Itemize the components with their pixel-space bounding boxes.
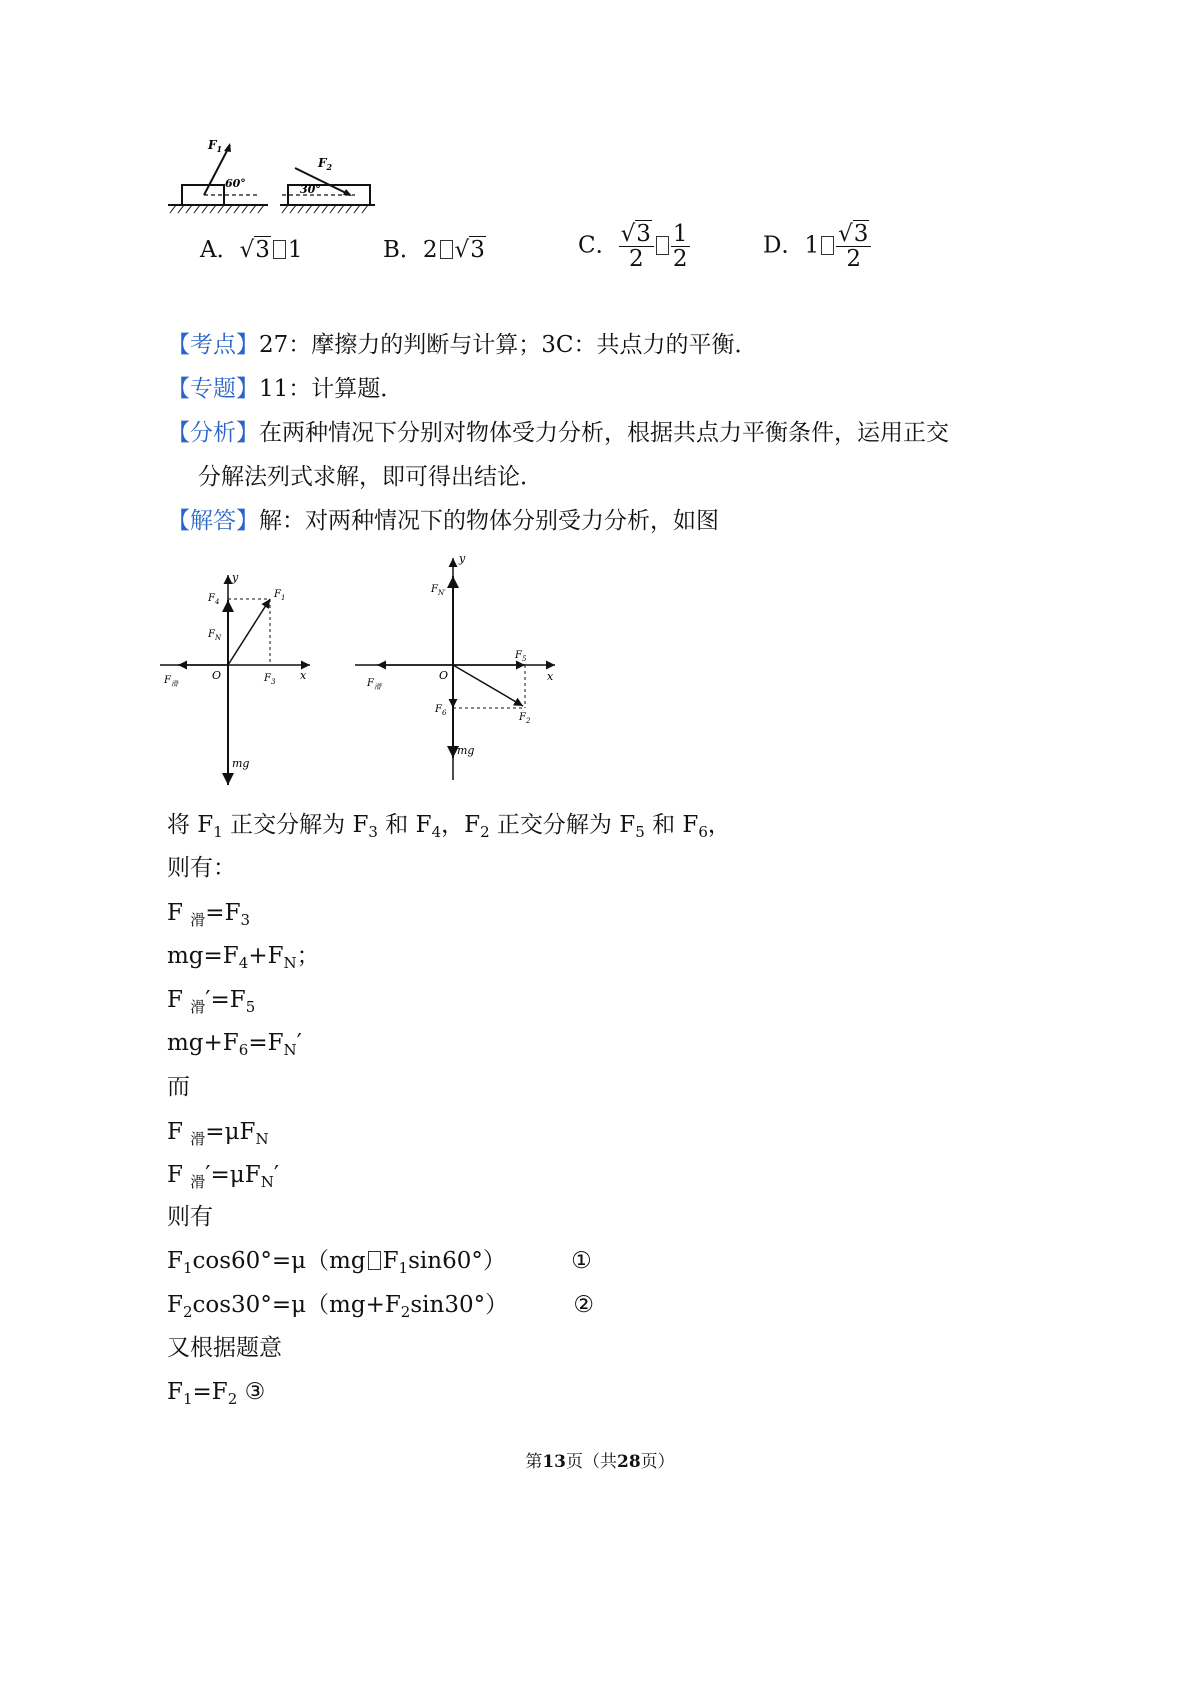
eq-2: $mg=F_4+F_N$； <box>167 943 320 972</box>
eq-circle-2: $F_2\cos 30^\circ=\mu(mg+F_2\sin 30^\circ)$ ② <box>167 1292 595 1321</box>
d2-o: O <box>439 669 449 682</box>
eq-5: F $_滑=\mu F_N$ <box>167 1119 269 1148</box>
page-footer: 第13页（共28页） <box>525 1452 675 1472</box>
d1-mg: mg <box>232 757 250 770</box>
option-a: A．√3 1 <box>200 237 303 263</box>
missing-glyph-box <box>368 1251 381 1270</box>
jieda-line: 【解答】解：对两种情况下的物体分别受力分析，如图 <box>167 508 719 534</box>
zhuanti-line: 【专题】11：计算题． <box>167 376 404 402</box>
eq-6: F $_滑'=\mu F_N'$ <box>167 1162 280 1191</box>
kaodian-tag: 【考点】 <box>167 332 259 358</box>
sqrt-symbol: √3 <box>454 237 485 263</box>
eq-circle-3: $F_1=F_2$ ③ <box>167 1379 266 1408</box>
d2-y: y <box>459 552 466 565</box>
missing-glyph-box <box>821 236 834 255</box>
d2-f2: $F_2$ <box>519 712 531 725</box>
line-zeyou: 则有： <box>167 855 236 881</box>
option-d: D．1 $\frac{√3}{2}$ <box>763 222 871 271</box>
angle-30: 30° <box>300 183 321 196</box>
d1-y: y <box>232 571 239 584</box>
eq-4: $mg+F_6=F_N'$ <box>167 1030 302 1059</box>
d2-fhua: $F_{滑'}$ <box>367 678 383 691</box>
d2-fn: $F_{N'}$ <box>431 584 446 597</box>
d1-o: O <box>212 669 222 682</box>
fenxi-tag: 【分析】 <box>167 420 259 446</box>
eq-1: F $_滑=F_3$ <box>167 900 251 929</box>
line-youjuju: 又根据题意 <box>167 1335 282 1361</box>
f2-label: $F_2$ <box>318 156 333 172</box>
d1-x: x <box>300 669 307 682</box>
d2-mg: mg <box>457 744 475 757</box>
missing-glyph-box <box>273 240 286 259</box>
eq-circle-1: $F_1\cos 60^\circ=\mu(mg$ $F_1\sin 60^\circ$） ① <box>167 1248 592 1277</box>
jieda-tag: 【解答】 <box>167 508 259 534</box>
missing-glyph-box <box>440 240 453 259</box>
angle-60: 60° <box>225 177 246 190</box>
missing-glyph-box <box>656 236 669 255</box>
option-c: C． $\frac{√3}{2}$ $\frac{1}{2}$ <box>578 221 688 272</box>
page-number: 13 <box>542 1452 566 1472</box>
sqrt-symbol: √3 <box>239 237 270 263</box>
fenxi-line: 【分析】在两种情况下分别对物体受力分析，根据共点力平衡条件，运用正交 <box>167 420 949 446</box>
d2-f5: $F_5$ <box>515 650 527 663</box>
page-total: 28 <box>617 1452 641 1472</box>
option-b: B．2 √3 <box>383 237 485 263</box>
line-decompose: 将 $F_1$ 正交分解为 $F_3$ 和 $F_4$，$F_2$ 正交分解为 $F_5$ 和 $F_6$， <box>167 812 731 841</box>
d1-fhua: $F_滑$ <box>164 675 178 688</box>
zhuanti-tag: 【专题】 <box>167 376 259 402</box>
d1-f3: $F_3$ <box>264 673 276 686</box>
d1-fn: $F_N$ <box>208 629 222 642</box>
d1-f1: $F_1$ <box>274 589 286 602</box>
d1-f4: $F_4$ <box>208 593 220 606</box>
fenxi-line-2: 分解法列式求解，即可得出结论． <box>198 464 543 490</box>
top-figure <box>160 135 400 225</box>
eq-3: F $_滑'=F_5$ <box>167 987 256 1016</box>
kaodian-line: 【考点】27：摩擦力的判断与计算；3C：共点力的平衡． <box>167 332 758 358</box>
line-er: 而 <box>167 1074 190 1100</box>
d2-f6: $F_6$ <box>435 704 447 717</box>
d2-x: x <box>547 670 554 683</box>
line-zeyou-2: 则有 <box>167 1204 213 1230</box>
force-diagram-2 <box>355 548 565 788</box>
force-diagram-1 <box>160 565 320 790</box>
f1-label: $F_1$ <box>208 138 223 154</box>
